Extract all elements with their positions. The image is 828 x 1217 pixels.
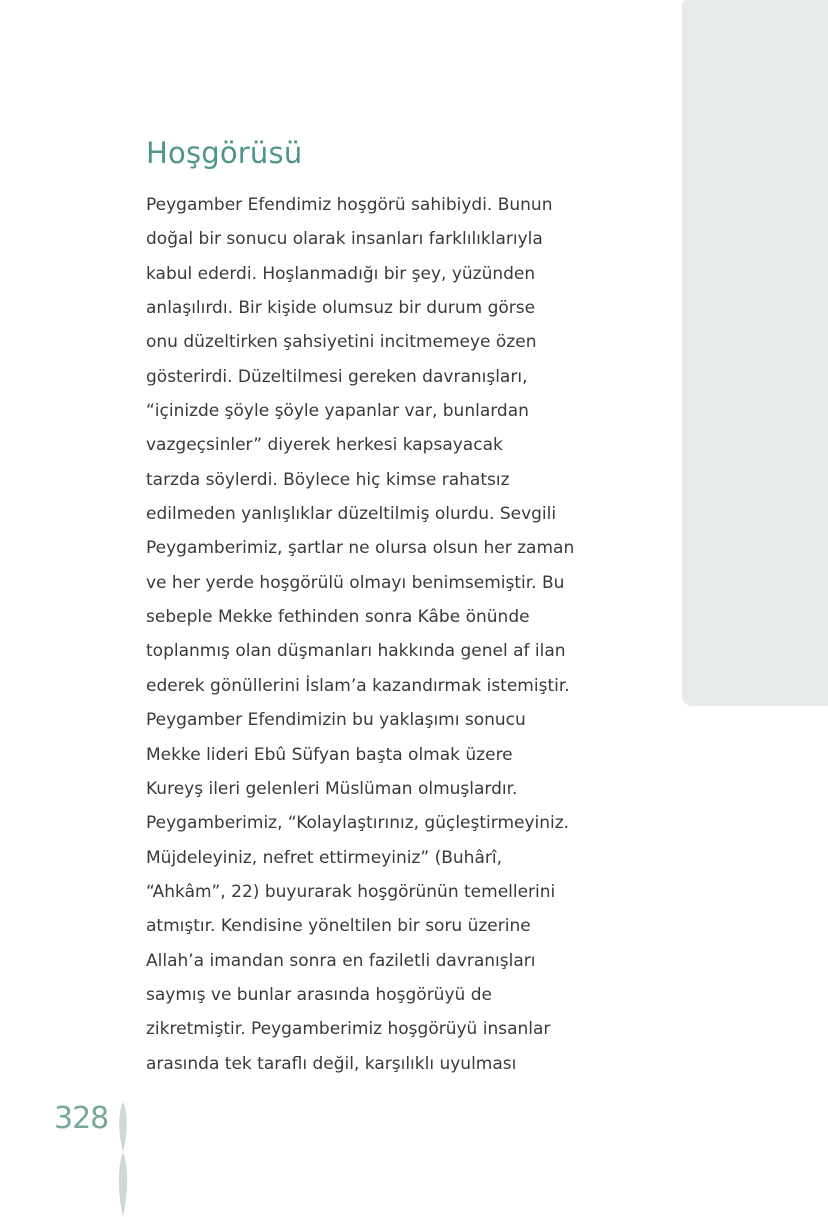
text-line: toplanmış olan düşmanları hakkında genel af ilan: [146, 641, 566, 662]
side-panel: [682, 0, 828, 706]
text-line: ve her yerde hoşgörülü olmayı benimsemiştir. Bu: [146, 572, 565, 593]
text-line: “içinizde şöyle şöyle yapanlar var, bunlardan: [146, 401, 529, 422]
text-line: anlaşılırdı. Bir kişide olumsuz bir durum görse: [146, 298, 536, 319]
text-line: zikretmiştir. Peygamberimiz hoşgörüyü insanlar: [146, 1019, 551, 1040]
text-line: tarzda söylerdi. Böylece hiç kimse rahatsız: [146, 469, 510, 490]
body-paragraph: [146, 188, 574, 1081]
text-line: Peygamber Efendimizin bu yaklaşımı sonucu: [146, 710, 526, 731]
leaf-ornament-icon: [115, 1102, 131, 1217]
text-line: vazgeçsinler” diyerek herkesi kapsayacak: [146, 435, 503, 456]
text-line: edilmeden yanlışlıklar düzeltilmiş olurdu. Sevgili: [146, 504, 557, 525]
text-line: atmıştır. Kendisine yöneltilen bir soru üzerine: [146, 916, 531, 937]
text-line: “Ahkâm”, 22) buyurarak hoşgörünün temellerini: [146, 881, 556, 902]
text-line: kabul ederdi. Hoşlanmadığı bir şey, yüzünden: [146, 263, 536, 284]
page-number: 328: [54, 1101, 109, 1136]
text-line: Müjdeleyiniz, nefret ettirmeyiniz” (Buhârî,: [146, 847, 502, 868]
text-line: saymış ve bunlar arasında hoşgörüyü de: [146, 984, 492, 1005]
text-line: doğal bir sonucu olarak insanları farklılıklarıyla: [146, 229, 543, 250]
text-line: arasında tek taraflı değil, karşılıklı uyulması: [146, 1053, 517, 1074]
text-line: Allah’a imandan sonra en faziletli davranışları: [146, 950, 536, 971]
text-line: Mekke lideri Ebû Süfyan başta olmak üzere: [146, 744, 513, 765]
text-line: Peygamber Efendimiz hoşgörü sahibiydi. Bunun: [146, 195, 553, 215]
text-line: onu düzeltirken şahsiyetini incitmemeye özen: [146, 332, 537, 353]
text-line: Peygamberimiz, şartlar ne olursa olsun her zaman: [146, 538, 575, 559]
section-title: Hoşgörüsü: [146, 136, 303, 170]
text-line: ederek gönüllerini İslam’a kazandırmak istemiştir.: [146, 675, 570, 696]
text-line: Kureyş ileri gelenleri Müslüman olmuşlardır.: [146, 778, 518, 799]
text-line: Peygamberimiz, “Kolaylaştırınız, güçleştirmeyiniz.: [146, 813, 570, 834]
text-line: sebeple Mekke fethinden sonra Kâbe önünde: [146, 607, 530, 628]
text-line: gösterirdi. Düzeltilmesi gereken davranışları,: [146, 366, 528, 387]
